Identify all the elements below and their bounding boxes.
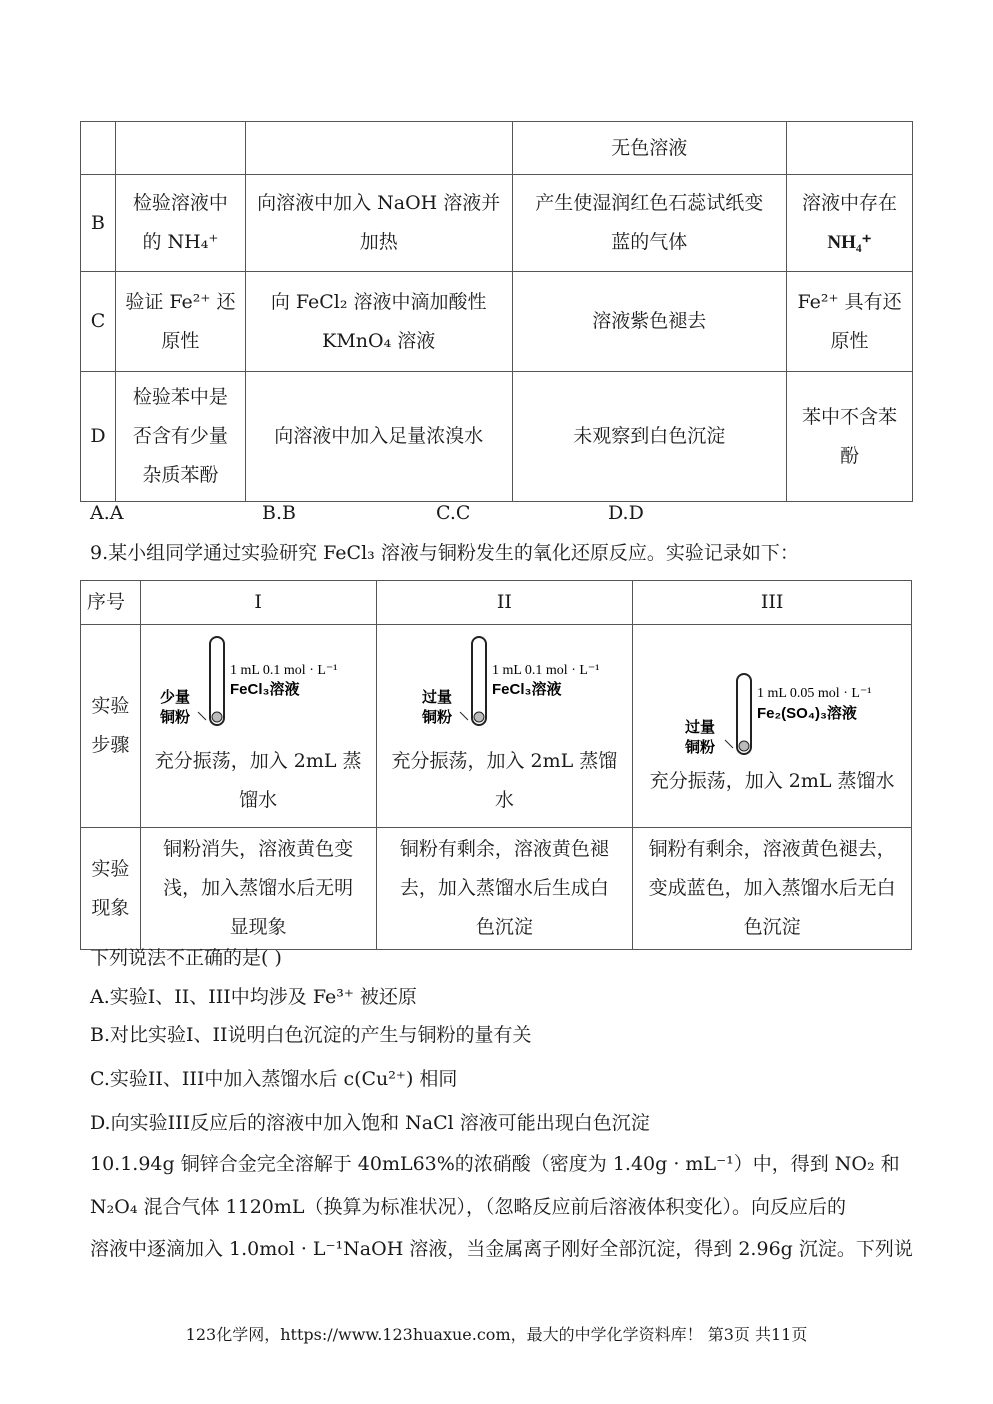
figure-amount-label: 铜粉 (422, 709, 453, 726)
figure-amount-label: 过量 (422, 689, 453, 706)
row-label: D (81, 372, 116, 502)
option-a: A.A (90, 502, 124, 524)
table-row (81, 122, 913, 175)
q9-option-a: A.实验I、II、III中均涉及 Fe³⁺ 被还原 (90, 986, 417, 1008)
header-cell: I (140, 581, 376, 625)
test-tube-figure (657, 652, 887, 762)
cell-purpose: 验证 Fe²⁺ 还 原性 (115, 272, 245, 372)
option-b: B.B (262, 502, 296, 524)
cell-phenomenon: 未观察到白色沉淀 (512, 372, 787, 502)
q9-option-c: C.实验II、III中加入蒸馏水后 c(Cu²⁺) 相同 (90, 1068, 458, 1090)
figure-reagent-label: 1 mL 0.05 mol · L⁻¹ (757, 685, 872, 701)
table-row (81, 272, 913, 372)
figure-reagent-label: Fe₂(SO₄)₃溶液 (757, 704, 858, 722)
figure-amount-label: 铜粉 (685, 738, 716, 756)
figure-reagent-label: FeCl₃溶液 (230, 681, 300, 698)
figure-reagent-label: FeCl₃溶液 (492, 681, 562, 698)
q9-table (80, 580, 912, 950)
header-cell: 序号 (81, 581, 141, 625)
q8-table (80, 121, 913, 502)
table-row (81, 372, 913, 502)
figure-reagent-label: 1 mL 0.1 mol · L⁻¹ (492, 663, 600, 678)
q10-line: N₂O₄ 混合气体 1120mL（换算为标准状况），（忽略反应前后溶液体积变化）。向反应后的 (90, 1196, 847, 1218)
figure-amount-label: 少量 (160, 689, 191, 706)
row-label: 实验 现象 (81, 828, 141, 950)
table-row (81, 175, 913, 272)
figure-amount-label: 铜粉 (160, 709, 191, 726)
test-tube-figure (158, 632, 358, 742)
row-label: C (81, 272, 116, 372)
row-label: B (81, 175, 116, 272)
cell-phenomenon: 产生使湿润红色石蕊试纸变 蓝的气体 (512, 175, 787, 272)
cell-conclusion: 苯中不含苯 酚 (787, 372, 913, 502)
figure-reagent-label: 1 mL 0.1 mol · L⁻¹ (230, 663, 338, 678)
q9-stem: 9.某小组同学通过实验研究 FeCl₃ 溶液与铜粉发生的氧化还原反应。实验记录如下： (90, 542, 799, 564)
test-tube-figure (394, 632, 614, 742)
table-row (81, 581, 912, 625)
cell-purpose: 检验苯中是 否含有少量 杂质苯酚 (115, 372, 245, 502)
option-c: C.C (436, 502, 471, 524)
cell-conclusion: 溶液中存在 NH₄⁺ (787, 175, 913, 272)
phenomenon-cell: 铜粉有剩余，溶液黄色褪 去，加入蒸馏水后生成白 色沉淀 (376, 828, 633, 950)
cell-operation: 向溶液中加入足量浓溴水 (245, 372, 512, 502)
table-row (81, 828, 912, 950)
step-cell: 过量 铜粉 1 mL 0.1 mol · L⁻¹ FeCl₃溶液 充分振荡，加入 2mL 蒸馏 水 (376, 625, 633, 828)
cell-purpose: 检验溶液中 的 NH₄⁺ (115, 175, 245, 272)
cell-phenomenon: 无色溶液 (512, 122, 787, 175)
q10-line: 10.1.94g 铜锌合金完全溶解于 40mL63%的浓硝酸（密度为 1.40g · mL⁻¹）中，得到 NO₂ 和 (90, 1153, 900, 1175)
q9-option-d: D.向实验III反应后的溶液中加入饱和 NaCl 溶液可能出现白色沉淀 (90, 1112, 650, 1134)
header-cell: II (376, 581, 633, 625)
phenomenon-cell: 铜粉有剩余，溶液黄色褪去， 变成蓝色，加入蒸馏水后无白 色沉淀 (633, 828, 912, 950)
q10-line: 溶液中逐滴加入 1.0mol · L⁻¹NaOH 溶液，当金属离子刚好全部沉淀，得到 2.96g 沉淀。下列说 (90, 1238, 913, 1260)
header-cell: III (633, 581, 912, 625)
table-row (81, 625, 912, 828)
cell-conclusion: Fe²⁺ 具有还 原性 (787, 272, 913, 372)
page-footer: 123化学网，https://www.123huaxue.com，最大的中学化学资料库！ 第3页 共11页 (185, 1325, 808, 1344)
phenomenon-cell: 铜粉消失，溶液黄色变 浅，加入蒸馏水后无明 显现象 (140, 828, 376, 950)
q9-option-b: B.对比实验I、II说明白色沉淀的产生与铜粉的量有关 (90, 1024, 532, 1046)
row-label: 实验 步骤 (81, 625, 141, 828)
cell-operation: 向溶液中加入 NaOH 溶液并 加热 (245, 175, 512, 272)
cell-operation: 向 FeCl₂ 溶液中滴加酸性 KMnO₄ 溶液 (245, 272, 512, 372)
cell-phenomenon: 溶液紫色褪去 (512, 272, 787, 372)
figure-amount-label: 过量 (685, 718, 716, 736)
step-cell: 少量 铜粉 1 mL 0.1 mol · L⁻¹ FeCl₃溶液 充分振荡，加入 2mL 蒸 馏水 (140, 625, 376, 828)
step-cell: 过量 铜粉 1 mL 0.05 mol · L⁻¹ Fe₂(SO₄)₃溶液 充分振荡，加入 2mL 蒸馏水 (633, 625, 912, 828)
q9-question: 下列说法不正确的是( ) (90, 947, 282, 969)
option-d: D.D (608, 502, 644, 524)
